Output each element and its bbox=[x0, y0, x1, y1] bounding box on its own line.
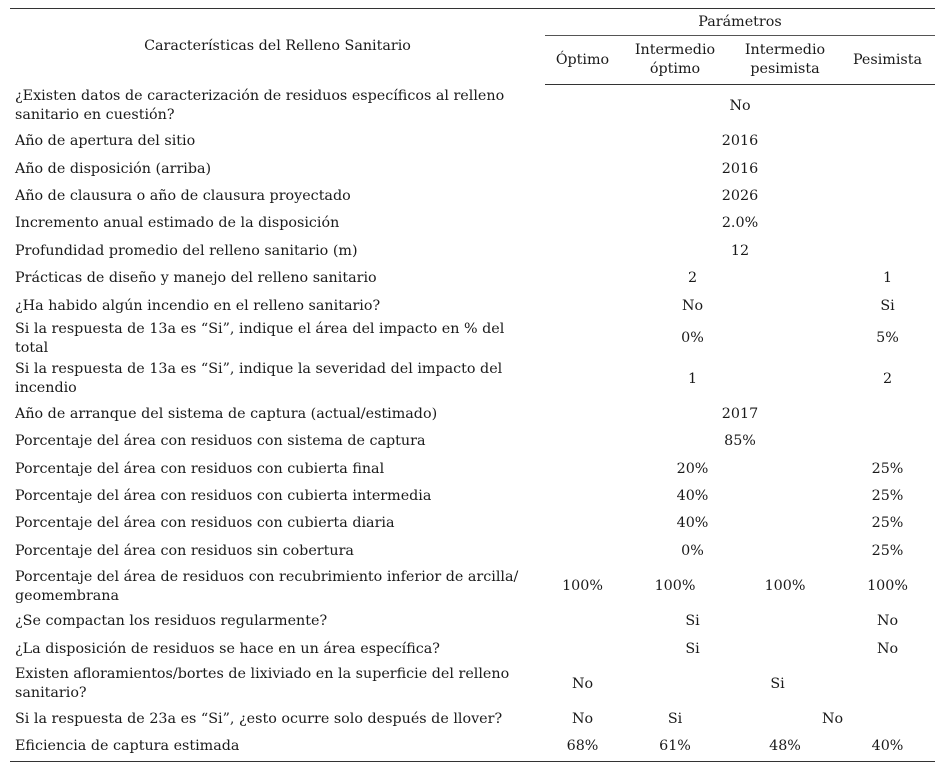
row-value: 2 bbox=[882, 370, 893, 387]
table-row bbox=[10, 401, 935, 428]
row-label: Si la respuesta de 13a es “Si”, indique la severidad del impacto del incendio bbox=[15, 361, 503, 397]
row-value: 100% bbox=[562, 578, 603, 595]
landfill-parameters-table bbox=[10, 8, 935, 762]
row-value: 100% bbox=[867, 578, 908, 595]
row-label: Si la respuesta de 23a es “Si”, ¿esto ocurre solo después de llover? bbox=[15, 711, 503, 728]
row-value: 2 bbox=[687, 270, 698, 287]
column-header-intermedio-optimo: Intermedio óptimo bbox=[620, 36, 730, 85]
table-row bbox=[10, 538, 935, 565]
row-label: ¿Existen datos de caracterización de residuos específicos al relleno sanitario en cuestión? bbox=[15, 88, 505, 124]
row-value: No bbox=[876, 640, 899, 657]
row-label: Prácticas de diseño y manejo del relleno sanitario bbox=[15, 270, 377, 287]
row-value: Si bbox=[880, 297, 895, 314]
row-value: No bbox=[876, 613, 899, 630]
row-value: 2016 bbox=[721, 133, 759, 150]
row-value: No bbox=[729, 98, 751, 114]
table-row bbox=[10, 483, 935, 510]
row-label: Porcentaje del área con residuos con cubierta final bbox=[15, 460, 385, 477]
column-header-intermedio-pesimista: Intermedio pesimista bbox=[730, 36, 840, 85]
table-row bbox=[10, 183, 935, 210]
row-value: 100% bbox=[654, 578, 696, 595]
row-value: 2026 bbox=[721, 187, 759, 204]
row-value: Si bbox=[667, 711, 683, 728]
row-label: Incremento anual estimado de la disposición bbox=[15, 215, 340, 232]
row-value: No bbox=[821, 711, 844, 728]
row-value: 25% bbox=[871, 460, 904, 477]
row-label: ¿La disposición de residuos se hace en un área específica? bbox=[15, 640, 440, 657]
table-row bbox=[10, 292, 935, 319]
table-row bbox=[10, 706, 935, 733]
row-label: Profundidad promedio del relleno sanitario (m) bbox=[15, 242, 358, 259]
table-row bbox=[10, 238, 935, 265]
table-body bbox=[10, 85, 935, 762]
table-row bbox=[10, 565, 935, 608]
row-value: 25% bbox=[871, 515, 904, 532]
row-value: 1 bbox=[882, 270, 893, 287]
table-row bbox=[10, 635, 935, 662]
row-value: 25% bbox=[871, 542, 904, 559]
row-value: 0% bbox=[681, 330, 704, 347]
table-row bbox=[10, 510, 935, 537]
row-label: Año de arranque del sistema de captura (actual/estimado) bbox=[15, 405, 438, 422]
table-row bbox=[10, 265, 935, 292]
row-value: Si bbox=[685, 640, 700, 657]
table-row bbox=[10, 733, 935, 761]
row-value: 61% bbox=[620, 733, 730, 761]
row-value: 0% bbox=[681, 542, 704, 559]
row-value: 100% bbox=[764, 578, 806, 595]
table-row bbox=[10, 128, 935, 155]
label-column-header: Características del Relleno Sanitario bbox=[10, 9, 545, 85]
table-row bbox=[10, 320, 935, 358]
row-value: 5% bbox=[876, 330, 899, 347]
table-row bbox=[10, 85, 935, 129]
row-label: Existen afloramientos/bortes de lixiviado en la superficie del relleno sanitario? bbox=[15, 666, 510, 702]
row-label: Porcentaje del área con residuos con cubierta intermedia bbox=[15, 488, 432, 505]
table-row bbox=[10, 663, 935, 706]
table-row bbox=[10, 155, 935, 182]
row-value: 2017 bbox=[721, 405, 759, 422]
row-label: ¿Ha habido algún incendio en el relleno sanitario? bbox=[15, 297, 381, 314]
table-row bbox=[10, 456, 935, 483]
row-value: 20% bbox=[676, 460, 709, 477]
row-label: Porcentaje del área con residuos con sistema de captura bbox=[15, 433, 426, 450]
row-value: No bbox=[571, 711, 594, 728]
row-value: No bbox=[571, 675, 594, 692]
row-label: Porcentaje del área de residuos con recubrimiento inferior de arcilla/ geomembrana bbox=[15, 568, 519, 604]
row-value: 40% bbox=[676, 488, 709, 505]
row-label: Porcentaje del área con residuos con cubierta diaria bbox=[15, 515, 395, 532]
row-value: 40% bbox=[840, 733, 935, 761]
table-row bbox=[10, 608, 935, 635]
row-value: Si bbox=[770, 675, 785, 692]
table-row bbox=[10, 210, 935, 237]
row-label: ¿Se compactan los residuos regularmente? bbox=[15, 613, 328, 630]
row-value: 1 bbox=[687, 370, 698, 387]
table-row bbox=[10, 358, 935, 401]
row-value: Si bbox=[685, 613, 700, 630]
row-value: No bbox=[681, 297, 704, 314]
row-label: Porcentaje del área con residuos sin cobertura bbox=[15, 542, 354, 559]
row-value: 48% bbox=[730, 733, 840, 761]
column-header-optimo: Óptimo bbox=[545, 36, 620, 85]
row-label: Año de disposición (arriba) bbox=[15, 160, 212, 177]
row-value: 2016 bbox=[721, 160, 759, 177]
parameters-group-header: Parámetros bbox=[545, 9, 935, 36]
row-value: 2.0% bbox=[721, 215, 759, 232]
column-header-pesimista: Pesimista bbox=[840, 36, 935, 85]
row-label: Si la respuesta de 13a es “Si”, indique el área del impacto en % del total bbox=[15, 320, 505, 356]
row-label: Año de apertura del sitio bbox=[15, 133, 196, 150]
row-value: 68% bbox=[545, 733, 620, 761]
row-value: 12 bbox=[730, 242, 750, 259]
row-value: 40% bbox=[676, 515, 709, 532]
table-row bbox=[10, 428, 935, 455]
row-value: 25% bbox=[871, 488, 904, 505]
row-value: 85% bbox=[724, 433, 756, 450]
row-label: Año de clausura o año de clausura proyectado bbox=[15, 187, 351, 204]
row-label: Eficiencia de captura estimada bbox=[10, 733, 545, 761]
